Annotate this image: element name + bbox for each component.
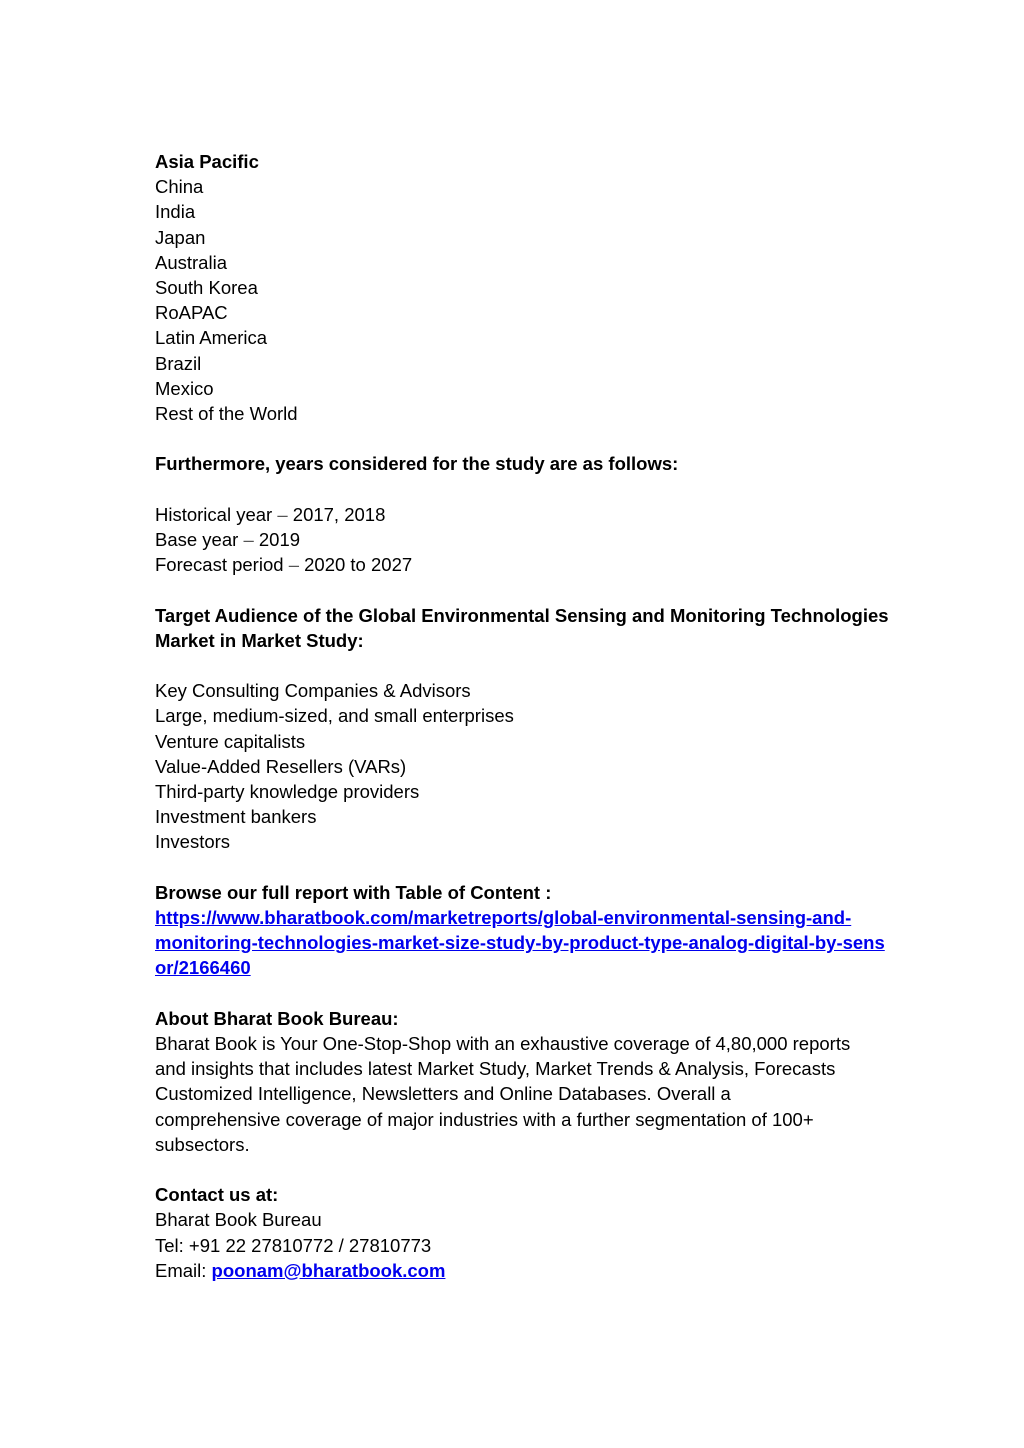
region-item: RoAPAC <box>155 302 228 324</box>
contact-heading: Contact us at: <box>155 1184 279 1206</box>
audience-item: Key Consulting Companies & Advisors <box>155 680 471 702</box>
audience-item: Investors <box>155 831 231 853</box>
email-link[interactable]: poonam@bharatbook.com <box>211 1259 446 1281</box>
email-label: Email: <box>155 1259 212 1281</box>
spacer <box>155 981 885 1006</box>
regions-heading: Asia Pacific <box>155 151 259 172</box>
spacer <box>155 653 885 678</box>
year-item <box>155 502 885 527</box>
year-item <box>155 527 885 552</box>
report-link-cont[interactable]: monitoring-technologies-market-size-study-by-product-type-analog-digital-by-sens <box>155 932 885 954</box>
year-dash: – <box>277 503 288 525</box>
contact-phone: Tel: +91 22 27810772 / 27810773 <box>155 1234 432 1256</box>
year-value: 2020 to 2027 <box>304 554 413 576</box>
audience-item: Venture capitalists <box>155 730 306 752</box>
year-item <box>155 552 885 577</box>
year-dash: – <box>288 554 299 576</box>
document-page <box>155 149 889 1283</box>
region-item: Mexico <box>155 377 214 399</box>
contact-email-row <box>155 1258 885 1283</box>
audience-item: Investment bankers <box>155 806 317 828</box>
report-link-end[interactable]: or/2166460 <box>155 957 251 979</box>
contact-company: Bharat Book Bureau <box>155 1209 322 1231</box>
browse-heading: Browse our full report with Table of Content : <box>155 881 552 903</box>
about-text: Bharat Book is Your One-Stop-Shop with an exhaustive coverage of 4,80,000 reports <box>155 1033 851 1055</box>
spacer <box>155 577 885 602</box>
year-value: 2019 <box>258 529 301 551</box>
region-item: China <box>155 176 204 198</box>
region-item: Australia <box>155 251 227 273</box>
about-text: and insights that includes latest Market Study, Market Trends & Analysis, Forecasts <box>155 1058 836 1080</box>
spacer <box>155 426 885 451</box>
spacer <box>155 855 885 880</box>
about-text: comprehensive coverage of major industries with a further segmentation of 100+ <box>155 1108 814 1130</box>
region-item: Japan <box>155 226 206 248</box>
audience-heading-cont: Market in Market Study: <box>155 629 364 651</box>
audience-item: Third-party knowledge providers <box>155 781 420 803</box>
years-heading: Furthermore, years considered for the study are as follows: <box>155 453 679 475</box>
region-item: South Korea <box>155 277 258 299</box>
audience-item: Value-Added Resellers (VARs) <box>155 755 407 777</box>
year-dash: – <box>243 529 254 551</box>
region-item: Latin America <box>155 327 268 349</box>
spacer <box>155 477 885 502</box>
year-label: Forecast period <box>155 554 284 576</box>
region-item: India <box>155 201 196 223</box>
report-link[interactable]: https://www.bharatbook.com/marketreports/global-environmental-sensing-and- <box>155 907 852 929</box>
year-value: 2017, 2018 <box>292 503 386 525</box>
year-label: Historical year <box>155 503 273 525</box>
spacer <box>155 1157 885 1182</box>
about-text: subsectors. <box>155 1133 250 1155</box>
year-label: Base year <box>155 529 239 551</box>
region-item: Rest of the World <box>155 403 298 425</box>
region-item: Brazil <box>155 352 202 374</box>
about-heading: About Bharat Book Bureau: <box>155 1007 399 1029</box>
audience-item: Large, medium-sized, and small enterprises <box>155 705 514 727</box>
about-text: Customized Intelligence, Newsletters and Online Databases. Overall a <box>155 1083 731 1105</box>
audience-heading: Target Audience of the Global Environmental Sensing and Monitoring Technologies <box>155 604 889 626</box>
